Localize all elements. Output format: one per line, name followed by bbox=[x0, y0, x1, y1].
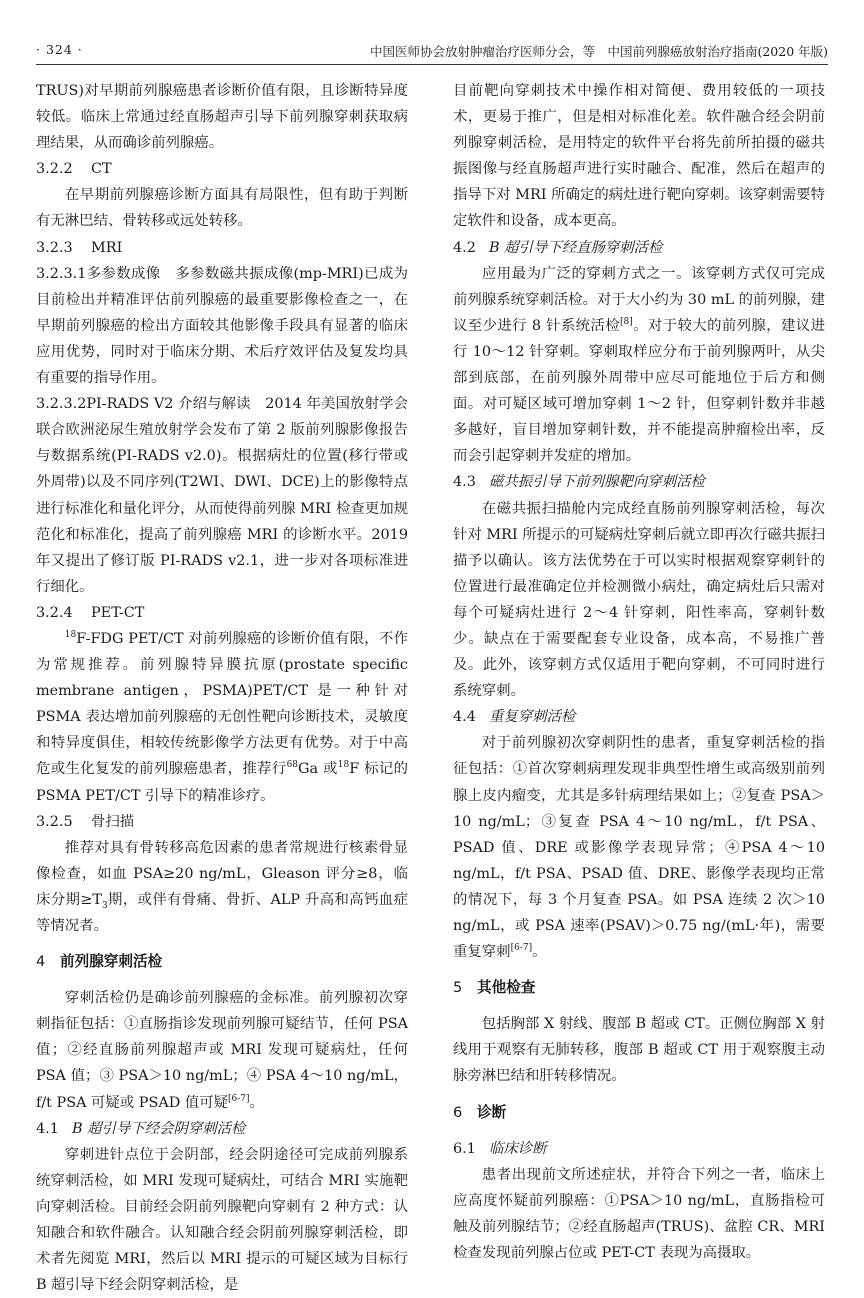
section-title: 其他检查 bbox=[477, 979, 536, 997]
paragraph-continued: 目前靶向穿刺技术中操作相对简便、费用较低的一项技术，更易于推广，但是相对标准化差。软件融合经会阴前列腺穿刺活检，是用特定的软件平台将先前所拍摄的磁共振图像与经直肠超声进行实时融合、配准，然后在超声的指导下对 MRI 所确定的病灶进行靶向穿刺。该穿刺需要特定软件和设备，成本更高。 bbox=[453, 83, 825, 230]
paragraph-text: 期，或伴有骨痛、骨折、ALP 升高和高钙血症等情况者。 bbox=[36, 891, 408, 934]
paragraph-text: F-FDG PET/CT 对前列腺癌的诊断价值有限，不作为常规推荐。前列腺特异膜抗原(prostate specific membrane antigen，PSMA)PET/CT 是一种针对 PSMA 表达增加前列腺癌的无创性靶向诊断技术，灵敏度和特异度俱佳，相较传统影像学方法更有优势。对于中高危或生化复发的前列腺癌患者，推荐行 bbox=[36, 630, 408, 778]
paragraph-ct: 在早期前列腺癌诊断方面具有局限性，但有助于判断有无淋巴结、骨转移或远处转移。 bbox=[36, 187, 408, 230]
section-number: 4.2 bbox=[453, 239, 476, 256]
section-title: 骨扫描 bbox=[91, 813, 135, 830]
section-number: 5 bbox=[453, 979, 463, 997]
paragraph-text: 2014 年美国放射学会联合欧洲泌尿生殖放射学会发布了第 2 版前列腺影像报告与数据系统(PI-RADS v2.0)。根据病灶的位置(移行带或外周带)以及不同序列(T2WI、DWI、DCE)上的影像特点进行标准化和量化评分，从而使得前列腺 MRI 检查更加规范化和标准化，提高了前列腺癌 MRI 的诊断水平。2019 年又提出了修订版 PI-RADS v2.1，进一步对各项标准进行细化。 bbox=[36, 396, 408, 595]
page-number: · 324 · bbox=[36, 42, 83, 57]
paragraph-transrectal bbox=[453, 261, 825, 470]
section-number: 4 bbox=[36, 953, 46, 971]
paragraph-text: 。 bbox=[249, 1094, 264, 1111]
section-title: PI-RADS V2 介绍与解读 bbox=[86, 396, 251, 413]
section-title: 临床诊断 bbox=[489, 1140, 547, 1157]
isotope-sup: 18 bbox=[64, 630, 77, 641]
section-number: 3.2.5 bbox=[36, 813, 73, 830]
paragraph-mpmri bbox=[36, 261, 408, 391]
paragraph-text: 。 bbox=[532, 944, 547, 961]
citation-ref: [6-7] bbox=[228, 1093, 250, 1104]
section-title: 前列腺穿刺活检 bbox=[60, 953, 163, 971]
paragraph-repeat-biopsy bbox=[453, 730, 825, 965]
heading-3-2-5 bbox=[36, 809, 408, 835]
section-number: 3.2.3.2 bbox=[36, 396, 87, 413]
citation-ref: [6-7] bbox=[510, 943, 533, 954]
heading-3-2-3 bbox=[36, 235, 408, 261]
section-number: 3.2.3.1 bbox=[36, 265, 87, 282]
paragraph-text: 多参数磁共振成像(mp-MRI)已成为目前检出并精准评估前列腺癌的最重要影像检查之一，在早期前列腺癌的检出方面较其他影像手段具有显著的临床应用优势，同时对于临床分期、术后疗效评估及复发均具有重要的指导作用。 bbox=[36, 265, 408, 387]
paragraph-transperineal: 穿刺进针点位于会阴部，经会阴途径可完成前列腺系统穿刺活检，如 MRI 发现可疑病灶，可结合 MRI 实施靶向穿刺活检。目前经会阴前列腺靶向穿刺有 2 种方式：认知融合和软件融合。认知融合经会阴前列腺穿刺活检，即术者先阅览 MRI，然后以 MRI 提示的可疑区域为目标行 B 超引导下经会阴穿刺活检，是 bbox=[36, 1146, 408, 1294]
running-title: 中国医师协会放射肿瘤治疗医师分会，等 中国前列腺癌放射治疗指南(2020 年版) bbox=[369, 44, 828, 59]
section-number: 3.2.3 bbox=[36, 239, 73, 256]
heading-4-1 bbox=[36, 1116, 408, 1142]
paragraph-clinical-diagnosis: 患者出现前文所述症状，并符合下列之一者，临床上应高度怀疑前列腺癌：①PSA＞10 ng/mL，直肠指检可触及前列腺结节；②经直肠超声(TRUS)、盆腔 CR、MRI 检查发现前列腺占位或 PET-CT 表现为高摄取。 bbox=[453, 1166, 825, 1262]
left-column bbox=[36, 78, 408, 1298]
heading-4-4 bbox=[453, 704, 825, 730]
heading-4 bbox=[36, 949, 408, 975]
section-number: 4.3 bbox=[453, 474, 476, 491]
section-title: 重复穿刺活检 bbox=[489, 709, 576, 726]
paragraph-trus: TRUS)对早期前列腺癌患者诊断价值有限，且诊断特异度较低。临床上常通过经直肠超声引导下前列腺穿刺获取病理结果，从而确诊前列腺癌。 bbox=[36, 83, 408, 152]
section-title: PET-CT bbox=[91, 604, 145, 621]
heading-5 bbox=[453, 975, 825, 1001]
heading-6-1 bbox=[453, 1136, 825, 1162]
section-title: 诊断 bbox=[477, 1103, 507, 1121]
paragraph-text: 推荐对具有骨转移高危因素的患者常规进行核素骨显像检查，如血 PSA≥20 ng/mL，Gleason 评分≥8，临床分期≥T bbox=[36, 839, 408, 908]
section-title: 磁共振引导下前列腺靶向穿刺活检 bbox=[489, 474, 705, 491]
heading-4-2 bbox=[453, 235, 825, 261]
section-number: 3.2.2 bbox=[36, 161, 73, 178]
right-column bbox=[453, 78, 825, 1266]
section-number: 6.1 bbox=[453, 1140, 476, 1157]
paragraph-text: 。对于较大的前列腺，建议进行 10～12 针穿刺。穿刺取样应分布于前列腺两叶，从尖部到底部，在前列腺外周带中应尽可能地位于后方和侧面。对可疑区域可增加穿刺 1～2 针，但穿刺针数并非越多越好，盲目增加穿刺针数，并不能提高肿瘤检出率，反而会引起穿刺并发症的增加。 bbox=[453, 317, 825, 465]
paragraph-pet bbox=[36, 626, 408, 809]
section-title: MRI bbox=[91, 239, 123, 256]
paragraph-text: 应用最为广泛的穿刺方式之一。该穿刺方式仅可完成前列腺系统穿刺活检。对于大小约为 30 mL 的前列腺，建议至少进行 8 针系统活检 bbox=[453, 265, 825, 334]
heading-3-2-2 bbox=[36, 156, 408, 182]
heading-4-3 bbox=[453, 469, 825, 495]
heading-6 bbox=[453, 1100, 825, 1126]
citation-ref: [8] bbox=[619, 317, 633, 328]
paragraph-text: F 标记的 PSMA PET/CT 引导下的精准诊疗。 bbox=[36, 761, 408, 804]
isotope-sup: 18 bbox=[337, 760, 350, 771]
paragraph-text: 穿刺活检仍是确诊前列腺癌的金标准。前列腺初次穿刺指征包括：①直肠指诊发现前列腺可疑结节，任何 PSA 值；②经直肠前列腺超声或 MRI 发现可疑病灶，任何 PSA 值；③ PSA＞10 ng/mL；④ PSA 4～10 ng/mL，f/t PSA 可疑或 PSAD 值可疑 bbox=[36, 990, 408, 1111]
running-header bbox=[36, 40, 828, 65]
section-number: 6 bbox=[453, 1103, 463, 1121]
section-number: 3.2.4 bbox=[36, 604, 73, 621]
section-number: 4.4 bbox=[453, 709, 476, 726]
isotope-sup: 68 bbox=[286, 760, 299, 771]
paragraph-pirads bbox=[36, 391, 408, 600]
paragraph-biopsy bbox=[36, 985, 408, 1115]
section-title: B 超引导下经直肠穿刺活检 bbox=[489, 239, 663, 256]
section-title: CT bbox=[91, 161, 112, 178]
section-number: 4.1 bbox=[36, 1120, 59, 1137]
section-title: 多参数成像 bbox=[86, 265, 161, 282]
paragraph-bone-scan bbox=[36, 835, 408, 939]
paragraph-text: 对于前列腺初次穿刺阴性的患者，重复穿刺活检的指征包括：①首次穿刺病理发现非典型性增生或高级别前列腺上皮内瘤变，尤其是多针病理结果如上；②复查 PSA＞10 ng/mL；③复查 PSA 4～10 ng/mL，f/t PSA、PSAD 值、DRE 或影像学表现异常；④PSA 4～10 ng/mL，f/t PSA、PSAD 值、DRE、影像学表现均正常的情况下，每 3 个月复查 PSA。如 PSA 连续 2 次＞10 ng/mL，或 PSA 速率(PSAV)＞0.75 ng/(mL·年)，需要重复穿刺 bbox=[453, 735, 825, 961]
paragraph-other-exams: 包括胸部 X 射线、腹部 B 超或 CT。正侧位胸部 X 射线用于观察有无肺转移，腹部 B 超或 CT 用于观察腹主动脉旁淋巴结和肝转移情况。 bbox=[453, 1016, 825, 1085]
heading-3-2-4 bbox=[36, 600, 408, 626]
section-title: B 超引导下经会阴穿刺活检 bbox=[72, 1120, 246, 1137]
stage-sub: 3 bbox=[101, 900, 108, 911]
paragraph-text: Ga 或 bbox=[298, 761, 338, 778]
paragraph-mri-guided: 在磁共振扫描舱内完成经直肠前列腺穿刺活检，每次针对 MRI 所提示的可疑病灶穿刺后就立即再次行磁共振扫描予以确认。该方法优势在于可以实时根据观察穿刺针的位置进行最准确定位并检测微小病灶，确定病灶后只需对每个可疑病灶进行 2～4 针穿刺，阳性率高，穿刺针数少。缺点在于需要配套专业设备，成本高，不易推广普及。此外，该穿刺方式仅适用于靶向穿刺，不可同时进行系统穿刺。 bbox=[453, 500, 825, 700]
